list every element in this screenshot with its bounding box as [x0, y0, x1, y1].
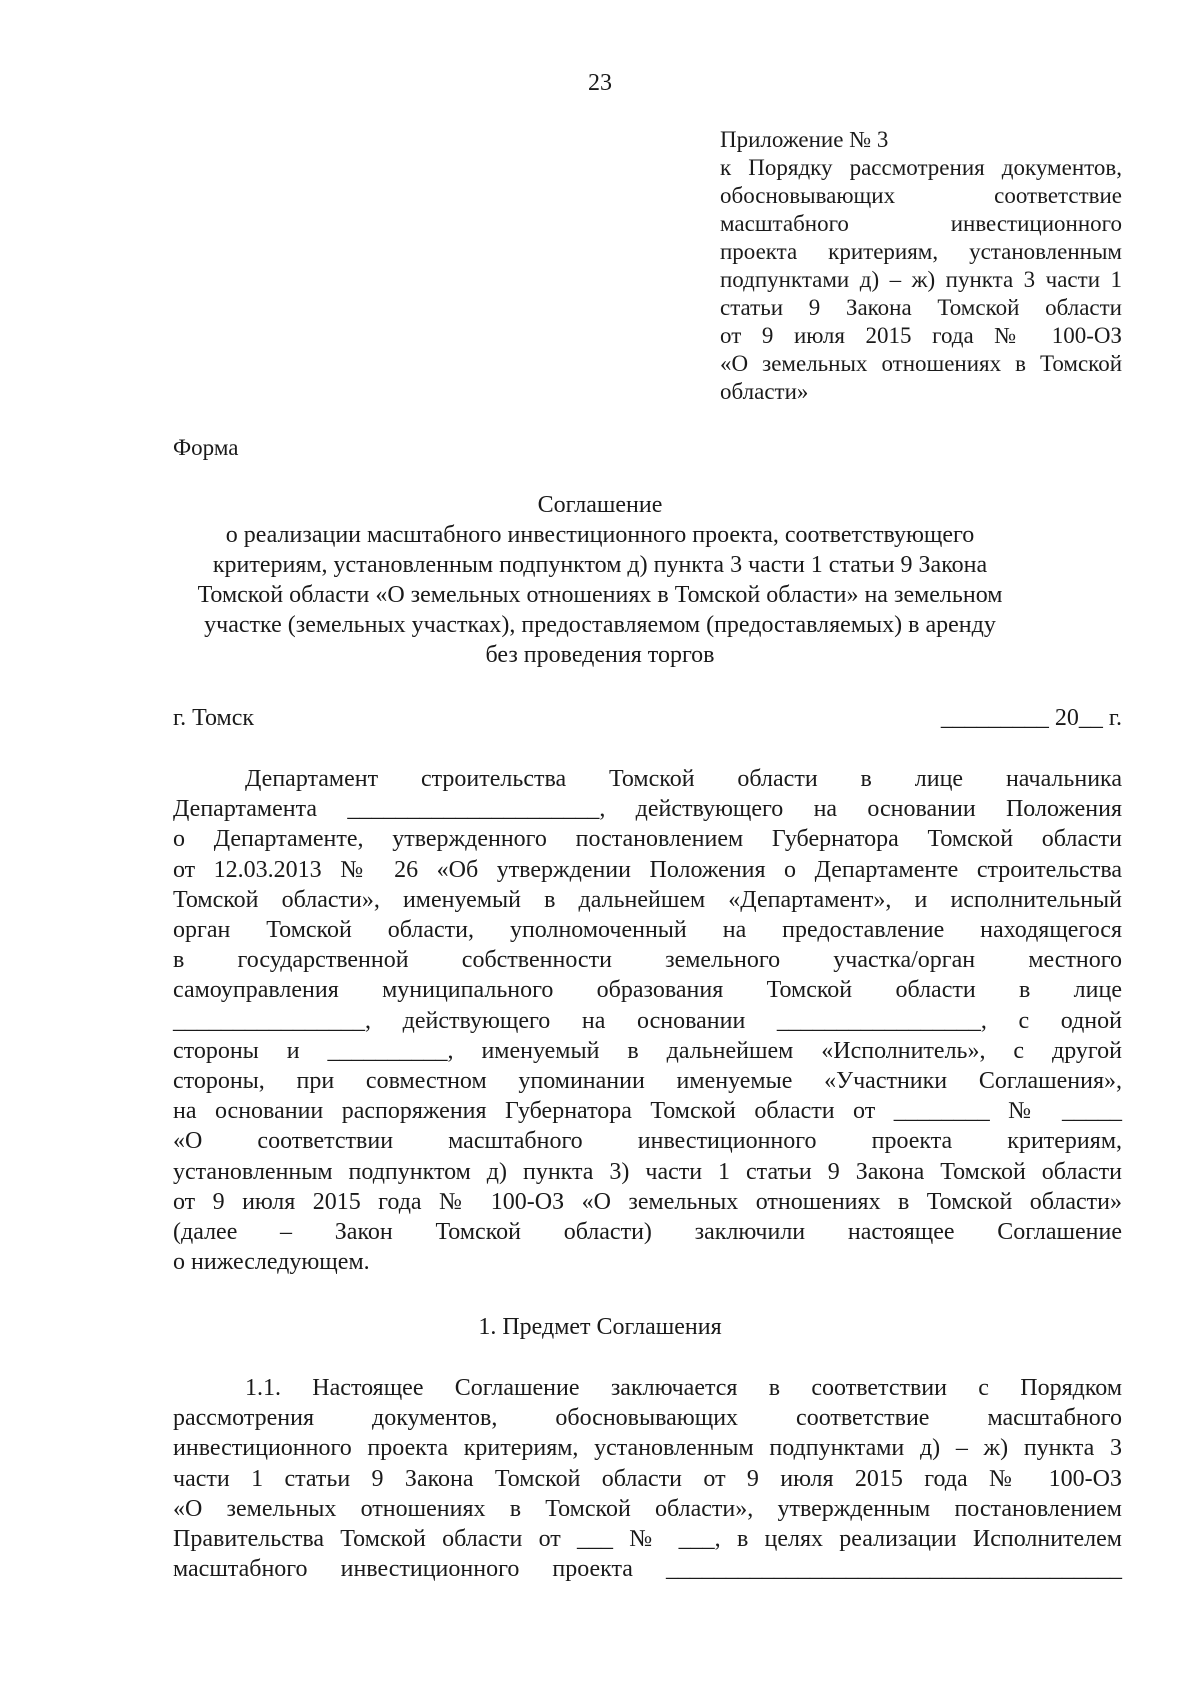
paragraph-line: инвестиционного проекта критериям, установленным подпунктами д) – ж) пункта 3 — [173, 1435, 1122, 1462]
paragraph-line: Департамента _____________________, действующего на основании Положения — [173, 796, 1122, 823]
annex-line: статьи 9 Закона Томской области — [720, 295, 1122, 320]
paragraph-line: стороны и __________, именуемый в дальнейшем «Исполнитель», с другой — [173, 1037, 1122, 1064]
title-line: о реализации масштабного инвестиционного проекта, соответствующего — [225, 522, 975, 548]
paragraph-line: орган Томской области, уполномоченный на предоставление находящегося — [173, 917, 1122, 944]
annex-line: области» — [720, 379, 809, 404]
paragraph-line: «О земельных отношениях в Томской области», утвержденным постановлением — [173, 1495, 1122, 1522]
paragraph-line: части 1 статьи 9 Закона Томской области от 9 июля 2015 года № 100-ОЗ — [173, 1465, 1122, 1492]
paragraph-line: (далее – Закон Томской области) заключили настоящее Соглашение — [173, 1219, 1122, 1246]
paragraph-line: Правительства Томской области от ___ № ___, в целях реализации Исполнителем — [173, 1526, 1122, 1553]
paragraph-line: установленным подпунктом д) пункта 3) части 1 статьи 9 Закона Томской области — [173, 1158, 1122, 1185]
section-heading: 1. Предмет Соглашения — [478, 1314, 722, 1340]
form-label: Форма — [173, 435, 239, 460]
paragraph-line: о Департаменте, утвержденного постановлением Губернатора Томской области — [173, 826, 1122, 853]
annex-line: к Порядку рассмотрения документов, — [720, 155, 1122, 180]
annex-reference — [720, 126, 1122, 406]
title-line: участке (земельных участках), предоставляемом (предоставляемых) в аренду — [204, 612, 996, 638]
annex-line: Приложение № 3 — [720, 127, 889, 152]
paragraph-line: самоуправления муниципального образования Томской области в лице — [173, 977, 1122, 1004]
date-text: _________ 20__ г. — [940, 705, 1122, 731]
title-line: Соглашение — [537, 492, 663, 518]
clause-1-1-paragraph — [173, 1373, 1122, 1584]
paragraph-line: масштабного инвестиционного проекта ______________________________________ — [173, 1556, 1122, 1583]
place-date-row — [173, 705, 1122, 732]
paragraph-line: в государственной собственности земельного участка/орган местного — [173, 947, 1122, 974]
annex-line: подпунктами д) – ж) пункта 3 части 1 — [720, 267, 1122, 292]
paragraph-line: 1.1. Настоящее Соглашение заключается в соответствии с Порядком — [245, 1375, 1122, 1401]
annex-line: от 9 июля 2015 года № 100-ОЗ — [720, 323, 1122, 348]
paragraph-line: от 12.03.2013 № 26 «Об утверждении Положения о Департаменте строительства — [173, 856, 1122, 883]
title-line: критериям, установленным подпунктом д) пункта 3 части 1 статьи 9 Закона — [212, 552, 988, 578]
paragraph-line: на основании распоряжения Губернатора Томской области от ________ № _____ — [173, 1098, 1122, 1125]
paragraph-line: Департамент строительства Томской области в лице начальника — [245, 766, 1122, 792]
title-line: без проведения торгов — [485, 642, 715, 668]
annex-line: «О земельных отношениях в Томской — [720, 351, 1122, 376]
paragraph-line: от 9 июля 2015 года № 100-ОЗ «О земельных отношениях в Томской области» — [173, 1188, 1122, 1215]
place-text: г. Томск — [173, 705, 255, 731]
paragraph-line: рассмотрения документов, обосновывающих соответствие масштабного — [173, 1405, 1122, 1432]
paragraph-line: стороны, при совместном упоминании именуемые «Участники Соглашения», — [173, 1068, 1122, 1095]
paragraph-line: «О соответствии масштабного инвестиционного проекта критериям, — [173, 1128, 1122, 1155]
annex-line: обосновывающих соответствие — [720, 183, 1122, 208]
page-number: 23 — [588, 70, 612, 96]
paragraph-line: ________________, действующего на основании _________________, с одной — [173, 1007, 1122, 1034]
paragraph-line: Томской области», именуемый в дальнейшем «Департамент», и исполнительный — [173, 886, 1122, 913]
preamble-paragraph — [173, 764, 1122, 1277]
paragraph-line: о нижеследующем. — [173, 1249, 370, 1276]
annex-line: проекта критериям, установленным — [720, 239, 1122, 264]
document-title — [150, 490, 1050, 670]
annex-line: масштабного инвестиционного — [720, 211, 1122, 236]
title-line: Томской области «О земельных отношениях в Томской области» на земельном — [197, 582, 1003, 608]
